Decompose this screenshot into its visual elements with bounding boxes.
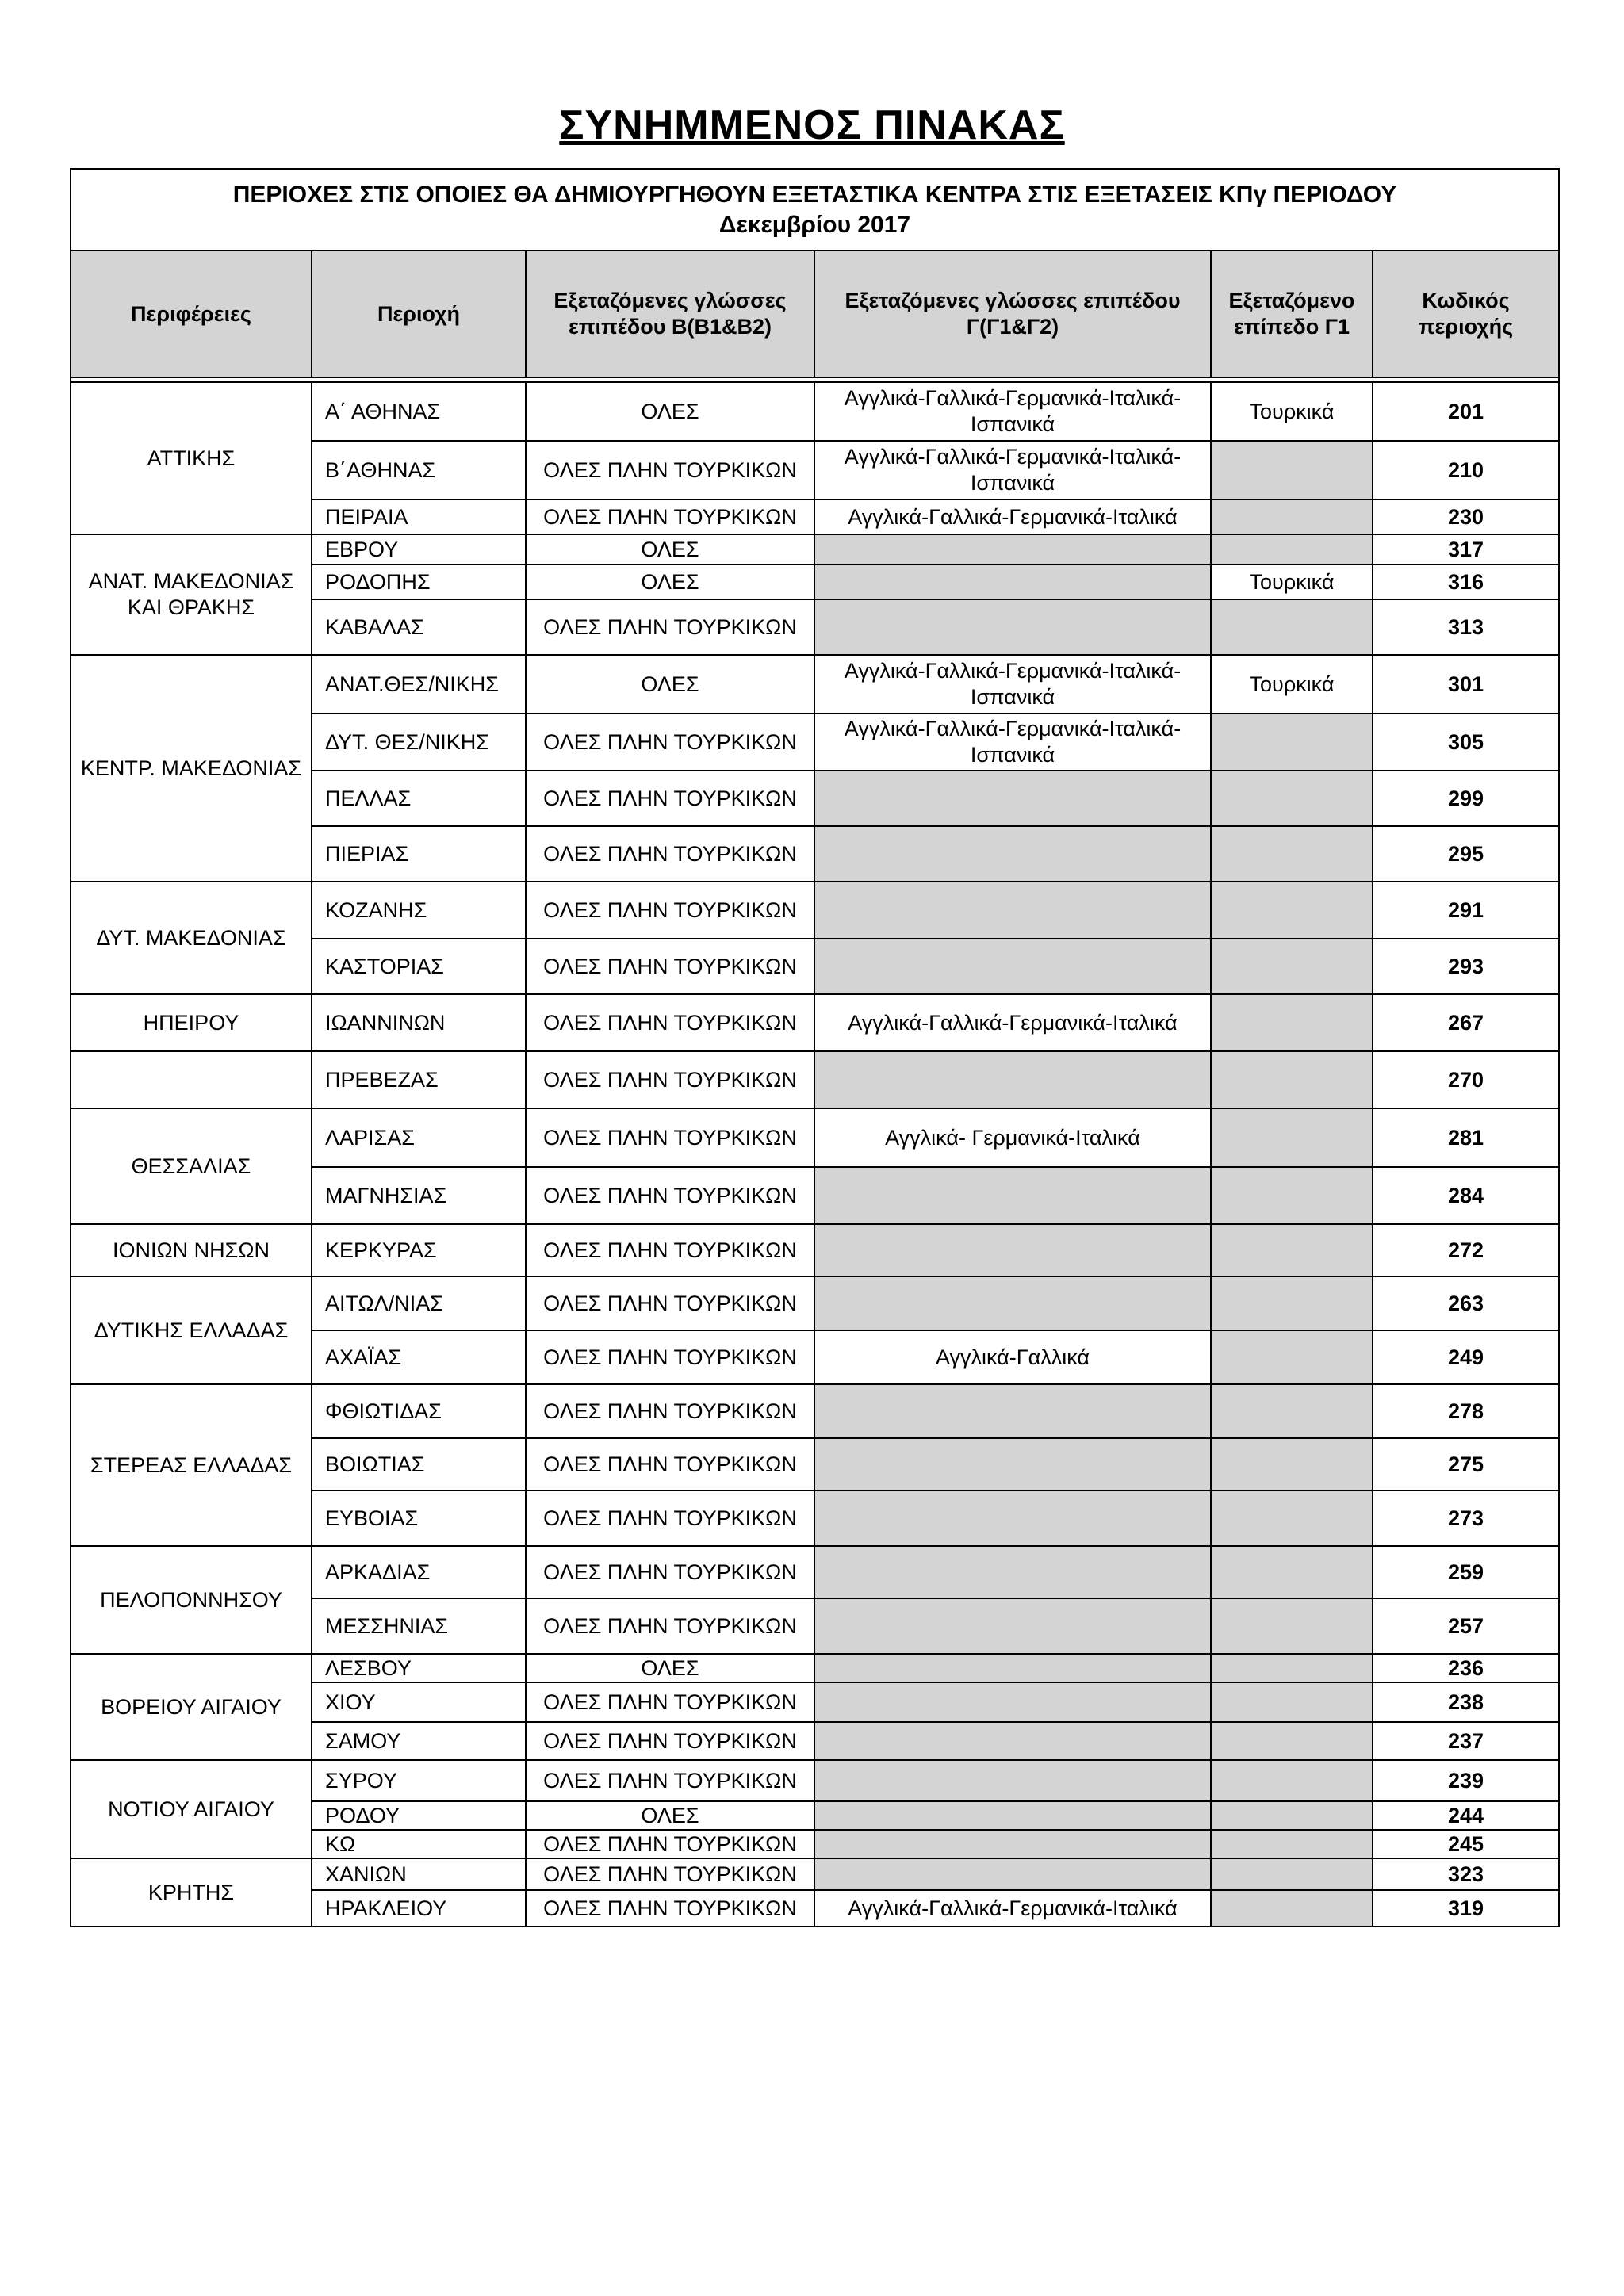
area-code-cell: 275 [1373, 1438, 1559, 1490]
lang-c-cell [814, 882, 1211, 939]
area-code-cell: 236 [1373, 1654, 1559, 1682]
region-cell: ΙΟΝΙΩΝ ΝΗΣΩΝ [71, 1224, 312, 1276]
area-code-cell: 263 [1373, 1276, 1559, 1330]
area-cell: ΚΩ [312, 1830, 526, 1858]
lang-b-cell: ΟΛΕΣ ΠΛΗΝ ΤΟΥΡΚΙΚΩΝ [526, 1722, 814, 1760]
region-cell: ΗΠΕΙΡΟΥ [71, 994, 312, 1051]
area-code-cell: 295 [1373, 826, 1559, 882]
area-cell: ΑΝΑΤ.ΘΕΣ/ΝΙΚΗΣ [312, 655, 526, 714]
header-row [71, 251, 1559, 377]
region-cell: ΔΥΤ. ΜΑΚΕΔΟΝΙΑΣ [71, 882, 312, 994]
table-banner-row [71, 169, 1559, 251]
area-code-cell: 257 [1373, 1598, 1559, 1654]
lang-b-cell: ΟΛΕΣ ΠΛΗΝ ΤΟΥΡΚΙΚΩΝ [526, 1167, 814, 1224]
lang-b-cell: ΟΛΕΣ ΠΛΗΝ ΤΟΥΡΚΙΚΩΝ [526, 826, 814, 882]
lang-b-cell: ΟΛΕΣ ΠΛΗΝ ΤΟΥΡΚΙΚΩΝ [526, 1330, 814, 1384]
area-code-cell: 323 [1373, 1858, 1559, 1890]
area-cell: ΣΥΡΟΥ [312, 1760, 526, 1801]
area-code-cell: 319 [1373, 1890, 1559, 1927]
area-cell: ΑΡΚΑΔΙΑΣ [312, 1546, 526, 1598]
area-code-cell: 299 [1373, 771, 1559, 826]
lang-b-cell: ΟΛΕΣ ΠΛΗΝ ΤΟΥΡΚΙΚΩΝ [526, 1760, 814, 1801]
lang-b-cell: ΟΛΕΣ [526, 534, 814, 564]
lang-b-cell: ΟΛΕΣ ΠΛΗΝ ΤΟΥΡΚΙΚΩΝ [526, 771, 814, 826]
area-cell: ΡΟΔΟΥ [312, 1801, 526, 1830]
lang-c-cell [814, 1682, 1211, 1722]
lang-b-cell: ΟΛΕΣ ΠΛΗΝ ΤΟΥΡΚΙΚΩΝ [526, 1830, 814, 1858]
lang-c-cell [814, 1858, 1211, 1890]
area-code-cell: 281 [1373, 1108, 1559, 1167]
region-cell: ΚΡΗΤΗΣ [71, 1858, 312, 1927]
table-row [71, 1224, 1559, 1276]
area-cell: ΧΑΝΙΩΝ [312, 1858, 526, 1890]
area-code-cell: 230 [1373, 499, 1559, 534]
lang-c-cell [814, 1722, 1211, 1760]
table-row [71, 1384, 1559, 1438]
header-region: Περιφέρειες [71, 251, 312, 377]
lang-c-cell [814, 826, 1211, 882]
lang-c-cell [814, 564, 1211, 599]
area-cell: ΠΡΕΒΕΖΑΣ [312, 1051, 526, 1108]
area-cell: ΡΟΔΟΠΗΣ [312, 564, 526, 599]
lang-b-cell: ΟΛΕΣ ΠΛΗΝ ΤΟΥΡΚΙΚΩΝ [526, 1858, 814, 1890]
level-c1-cell [1211, 1890, 1373, 1927]
lang-c-cell [814, 1654, 1211, 1682]
level-c1-cell [1211, 1167, 1373, 1224]
lang-c-cell [814, 939, 1211, 994]
level-c1-cell [1211, 599, 1373, 655]
area-code-cell: 305 [1373, 714, 1559, 771]
area-code-cell: 270 [1373, 1051, 1559, 1108]
area-cell: ΠΙΕΡΙΑΣ [312, 826, 526, 882]
area-code-cell: 291 [1373, 882, 1559, 939]
table-row [71, 1108, 1559, 1167]
level-c1-cell [1211, 1722, 1373, 1760]
level-c1-cell [1211, 1224, 1373, 1276]
area-cell: ΕΒΡΟΥ [312, 534, 526, 564]
area-code-cell: 237 [1373, 1722, 1559, 1760]
area-cell: ΠΕΛΛΑΣ [312, 771, 526, 826]
lang-c-cell: Αγγλικά-Γαλλικά-Γερμανικά-Ιταλικά-Ισπανικά [814, 441, 1211, 499]
level-c1-cell [1211, 1051, 1373, 1108]
region-cell: ΚΕΝΤΡ. ΜΑΚΕΔΟΝΙΑΣ [71, 655, 312, 882]
area-cell: ΚΑΣΤΟΡΙΑΣ [312, 939, 526, 994]
area-code-cell: 244 [1373, 1801, 1559, 1830]
header-lang-c: Εξεταζόμενες γλώσσες επιπέδου Γ(Γ1&Γ2) [814, 251, 1211, 377]
lang-b-cell: ΟΛΕΣ ΠΛΗΝ ΤΟΥΡΚΙΚΩΝ [526, 1384, 814, 1438]
level-c1-cell [1211, 882, 1373, 939]
table-row [71, 382, 1559, 441]
lang-b-cell: ΟΛΕΣ ΠΛΗΝ ΤΟΥΡΚΙΚΩΝ [526, 1546, 814, 1598]
region-cell: ΝΟΤΙΟΥ ΑΙΓΑΙΟΥ [71, 1760, 312, 1858]
area-code-cell: 267 [1373, 994, 1559, 1051]
lang-b-cell: ΟΛΕΣ ΠΛΗΝ ΤΟΥΡΚΙΚΩΝ [526, 1682, 814, 1722]
area-cell: Β΄ΑΘΗΝΑΣ [312, 441, 526, 499]
level-c1-cell [1211, 1830, 1373, 1858]
lang-c-cell [814, 1598, 1211, 1654]
level-c1-cell [1211, 1384, 1373, 1438]
area-cell: ΧΙΟΥ [312, 1682, 526, 1722]
document-title: ΣΥΝΗΜΜΕΝΟΣ ΠΙΝΑΚΑΣ [559, 102, 1065, 148]
banner-line-2: Δεκεμβρίου 2017 [718, 211, 911, 238]
area-code-cell: 273 [1373, 1490, 1559, 1546]
table-row [71, 1276, 1559, 1330]
region-cell: ΔΥΤΙΚΗΣ ΕΛΛΑΔΑΣ [71, 1276, 312, 1384]
lang-c-cell [814, 1276, 1211, 1330]
area-code-cell: 301 [1373, 655, 1559, 714]
exam-centers-table [70, 168, 1560, 1927]
lang-b-cell: ΟΛΕΣ ΠΛΗΝ ΤΟΥΡΚΙΚΩΝ [526, 1224, 814, 1276]
table-banner [71, 169, 1559, 251]
level-c1-cell [1211, 534, 1373, 564]
area-cell: ΙΩΑΝΝΙΝΩΝ [312, 994, 526, 1051]
table-row [71, 655, 1559, 714]
lang-b-cell: ΟΛΕΣ [526, 655, 814, 714]
header-area: Περιοχή [312, 251, 526, 377]
lang-b-cell: ΟΛΕΣ [526, 1801, 814, 1830]
area-cell: ΣΑΜΟΥ [312, 1722, 526, 1760]
level-c1-cell [1211, 826, 1373, 882]
table-row [71, 1051, 1559, 1108]
area-code-cell: 272 [1373, 1224, 1559, 1276]
region-cell: ΑΝΑΤ. ΜΑΚΕΔΟΝΙΑΣ ΚΑΙ ΘΡΑΚΗΣ [71, 534, 312, 655]
level-c1-cell [1211, 441, 1373, 499]
area-cell: ΕΥΒΟΙΑΣ [312, 1490, 526, 1546]
region-cell: ΑΤΤΙΚΗΣ [71, 382, 312, 534]
lang-c-cell [814, 1546, 1211, 1598]
table-row [71, 1546, 1559, 1598]
lang-b-cell: ΟΛΕΣ ΠΛΗΝ ΤΟΥΡΚΙΚΩΝ [526, 1051, 814, 1108]
lang-b-cell: ΟΛΕΣ [526, 1654, 814, 1682]
level-c1-cell [1211, 1108, 1373, 1167]
area-cell: ΑΧΑΪΑΣ [312, 1330, 526, 1384]
level-c1-cell [1211, 1598, 1373, 1654]
lang-b-cell: ΟΛΕΣ ΠΛΗΝ ΤΟΥΡΚΙΚΩΝ [526, 1490, 814, 1546]
area-code-cell: 210 [1373, 441, 1559, 499]
area-code-cell: 245 [1373, 1830, 1559, 1858]
level-c1-cell [1211, 1330, 1373, 1384]
region-cell: ΣΤΕΡΕΑΣ ΕΛΛΑΔΑΣ [71, 1384, 312, 1546]
lang-b-cell: ΟΛΕΣ ΠΛΗΝ ΤΟΥΡΚΙΚΩΝ [526, 882, 814, 939]
level-c1-cell [1211, 1276, 1373, 1330]
lang-c-cell: Αγγλικά-Γαλλικά-Γερμανικά-Ιταλικά [814, 499, 1211, 534]
lang-b-cell: ΟΛΕΣ [526, 564, 814, 599]
lang-c-cell [814, 1051, 1211, 1108]
level-c1-cell [1211, 499, 1373, 534]
level-c1-cell [1211, 1801, 1373, 1830]
region-cell [71, 1051, 312, 1108]
lang-c-cell [814, 1830, 1211, 1858]
lang-b-cell: ΟΛΕΣ ΠΛΗΝ ΤΟΥΡΚΙΚΩΝ [526, 939, 814, 994]
lang-c-cell [814, 599, 1211, 655]
lang-c-cell [814, 1384, 1211, 1438]
lang-b-cell: ΟΛΕΣ ΠΛΗΝ ΤΟΥΡΚΙΚΩΝ [526, 1598, 814, 1654]
lang-c-cell [814, 1224, 1211, 1276]
area-cell: ΚΟΖΑΝΗΣ [312, 882, 526, 939]
level-c1-cell [1211, 1438, 1373, 1490]
lang-c-cell: Αγγλικά-Γαλλικά-Γερμανικά-Ιταλικά-Ισπανικά [814, 714, 1211, 771]
region-cell: ΠΕΛΟΠΟΝΝΗΣΟΥ [71, 1546, 312, 1654]
level-c1-cell [1211, 994, 1373, 1051]
area-code-cell: 316 [1373, 564, 1559, 599]
level-c1-cell [1211, 1760, 1373, 1801]
area-code-cell: 259 [1373, 1546, 1559, 1598]
area-code-cell: 278 [1373, 1384, 1559, 1438]
header-code: Κωδικός περιοχής [1373, 251, 1559, 377]
region-cell: ΘΕΣΣΑΛΙΑΣ [71, 1108, 312, 1224]
area-code-cell: 239 [1373, 1760, 1559, 1801]
level-c1-cell [1211, 1654, 1373, 1682]
area-code-cell: 201 [1373, 382, 1559, 441]
level-c1-cell [1211, 939, 1373, 994]
area-cell: ΛΕΣΒΟΥ [312, 1654, 526, 1682]
area-code-cell: 313 [1373, 599, 1559, 655]
header-level-c1: Εξεταζόμενο επίπεδο Γ1 [1211, 251, 1373, 377]
table-row [71, 882, 1559, 939]
area-cell: ΜΑΓΝΗΣΙΑΣ [312, 1167, 526, 1224]
table-row [71, 1858, 1559, 1890]
lang-c-cell: Αγγλικά-Γαλλικά-Γερμανικά-Ιταλικά-Ισπανικά [814, 382, 1211, 441]
area-cell: ΗΡΑΚΛΕΙΟΥ [312, 1890, 526, 1927]
level-c1-cell [1211, 771, 1373, 826]
area-cell: ΠΕΙΡΑΙΑ [312, 499, 526, 534]
area-code-cell: 238 [1373, 1682, 1559, 1722]
area-cell: ΑΙΤΩΛ/ΝΙΑΣ [312, 1276, 526, 1330]
table-row [71, 994, 1559, 1051]
area-code-cell: 293 [1373, 939, 1559, 994]
area-cell: ΜΕΣΣΗΝΙΑΣ [312, 1598, 526, 1654]
lang-b-cell: ΟΛΕΣ ΠΛΗΝ ΤΟΥΡΚΙΚΩΝ [526, 1276, 814, 1330]
area-cell: ΛΑΡΙΣΑΣ [312, 1108, 526, 1167]
lang-b-cell: ΟΛΕΣ ΠΛΗΝ ΤΟΥΡΚΙΚΩΝ [526, 1438, 814, 1490]
lang-c-cell [814, 1438, 1211, 1490]
lang-c-cell: Αγγλικά-Γαλλικά [814, 1330, 1211, 1384]
level-c1-cell: Τουρκικά [1211, 655, 1373, 714]
lang-b-cell: ΟΛΕΣ ΠΛΗΝ ΤΟΥΡΚΙΚΩΝ [526, 1108, 814, 1167]
lang-c-cell: Αγγλικά-Γαλλικά-Γερμανικά-Ιταλικά-Ισπανικά [814, 655, 1211, 714]
banner-line-1: ΠΕΡΙΟΧΕΣ ΣΤΙΣ ΟΠΟΙΕΣ ΘΑ ΔΗΜΙΟΥΡΓΗΘΟΥΝ ΕΞΕΤΑΣΤΙΚΑ ΚΕΝΤΡΑ ΣΤΙΣ ΕΞΕΤΑΣΕΙΣ ΚΠγ ΠΕΡΙΟΔΟΥ [232, 181, 1397, 208]
lang-c-cell [814, 1801, 1211, 1830]
lang-c-cell [814, 1490, 1211, 1546]
lang-c-cell [814, 534, 1211, 564]
level-c1-cell [1211, 714, 1373, 771]
lang-b-cell: ΟΛΕΣ ΠΛΗΝ ΤΟΥΡΚΙΚΩΝ [526, 441, 814, 499]
table-row [71, 534, 1559, 564]
lang-c-cell: Αγγλικά-Γαλλικά-Γερμανικά-Ιταλικά [814, 994, 1211, 1051]
header-lang-b: Εξεταζόμενες γλώσσες επιπέδου Β(Β1&Β2) [526, 251, 814, 377]
lang-c-cell [814, 771, 1211, 826]
lang-c-cell [814, 1167, 1211, 1224]
area-code-cell: 284 [1373, 1167, 1559, 1224]
level-c1-cell: Τουρκικά [1211, 382, 1373, 441]
level-c1-cell [1211, 1858, 1373, 1890]
lang-c-cell: Αγγλικά- Γερμανικά-Ιταλικά [814, 1108, 1211, 1167]
area-cell: ΦΘΙΩΤΙΔΑΣ [312, 1384, 526, 1438]
area-cell: ΔΥΤ. ΘΕΣ/ΝΙΚΗΣ [312, 714, 526, 771]
lang-b-cell: ΟΛΕΣ ΠΛΗΝ ΤΟΥΡΚΙΚΩΝ [526, 714, 814, 771]
lang-b-cell: ΟΛΕΣ [526, 382, 814, 441]
level-c1-cell: Τουρκικά [1211, 564, 1373, 599]
area-cell: ΚΑΒΑΛΑΣ [312, 599, 526, 655]
region-cell: ΒΟΡΕΙΟΥ ΑΙΓΑΙΟΥ [71, 1654, 312, 1760]
level-c1-cell [1211, 1546, 1373, 1598]
lang-b-cell: ΟΛΕΣ ΠΛΗΝ ΤΟΥΡΚΙΚΩΝ [526, 599, 814, 655]
table-row [71, 1760, 1559, 1801]
area-cell: ΒΟΙΩΤΙΑΣ [312, 1438, 526, 1490]
lang-c-cell [814, 1760, 1211, 1801]
table-row [71, 1654, 1559, 1682]
level-c1-cell [1211, 1490, 1373, 1546]
area-cell: Α΄ ΑΘΗΝΑΣ [312, 382, 526, 441]
level-c1-cell [1211, 1682, 1373, 1722]
lang-b-cell: ΟΛΕΣ ΠΛΗΝ ΤΟΥΡΚΙΚΩΝ [526, 1890, 814, 1927]
lang-c-cell: Αγγλικά-Γαλλικά-Γερμανικά-Ιταλικά [814, 1890, 1211, 1927]
area-code-cell: 317 [1373, 534, 1559, 564]
lang-b-cell: ΟΛΕΣ ΠΛΗΝ ΤΟΥΡΚΙΚΩΝ [526, 499, 814, 534]
lang-b-cell: ΟΛΕΣ ΠΛΗΝ ΤΟΥΡΚΙΚΩΝ [526, 994, 814, 1051]
area-code-cell: 249 [1373, 1330, 1559, 1384]
area-cell: ΚΕΡΚΥΡΑΣ [312, 1224, 526, 1276]
